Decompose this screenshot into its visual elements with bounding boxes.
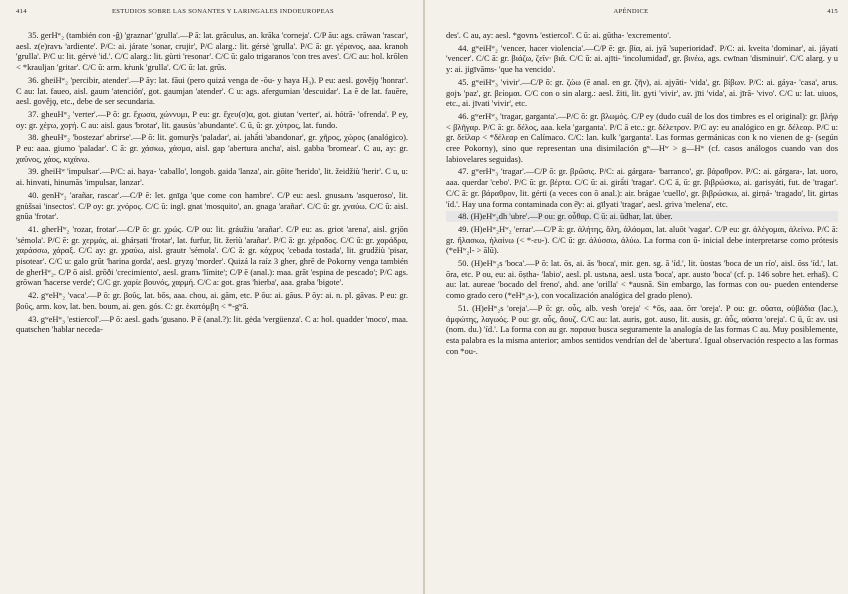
entry-47: 47. gʷerHʷ₃ 'tragar'.—C/P ō: gr. βρῶσις. P/C: ai. gárgara- 'barranco', gr. βάραθρον. P/C: ai. gárgara-, lat. uoro, aaa. querdar 'cebo'. P/C ū: gr. βέρτα. C/C ū: ai. girā́ti 'tragar'. C/C ā, ū: gr. βιβρώσκω, ai. garisyáti, fut. de 'tragar'. C/C ā: gr. βάραθρον, lit. gérti (a veces con ō anal.): air. brágae 'cuello', gr. βιβρώσκω, ai. girṇá- 'tragado', lit. girtas 'íd.'. Hay una forma contaminada con ē̆y: ai. gīlyati 'tragar', aesl. griva 'melena', etc. (446, 166, 838, 209)
entry-51: 51. (H)eHʷ₂s 'oreja'.—P ō: gr. οὖς, alb. vesh 'oreja' < *ōs, aaa. ōrr 'oreja'. P ou: gr. οὔατα, οὐβάδια (lac.), ἀμφώτης, λαγωός. P ou: gr. αὖς, ἄουζ. C/C au: lat. auris, got. auso, lit. ausis, gr. ἀὖς, αὐατα 'oreja'. C ū, ū: av. usi (nom. du.) 'íd.'. La forma con au gr. παραυα busca seguramente la analogía de las formas C au. Muy posiblemente, esta palabra es la misma anterior; ambos sentidos vendrían del de 'abertura'. Igual observación respecto a las formas con *ou-. (446, 302, 838, 356)
entry-37: 37. gheuHʷ₂ 'verter'.—P ō: gr. ἔχωσα, χώννυμι, P eu: gr. ἔχευ(σ)α, got. giutan 'verter', ai. hótrā- 'ofrenda'. P ey, oy: gr. χέϝω, χοϝή. C au: aisl. gaus 'brotar', lit. gausùs 'abundante'. C ū, ū: gr. χύτρος, lat. fundo. (16, 108, 408, 130)
left-page (16, 0, 408, 594)
entry-50: 50. (H)eHʷ₂s 'boca'.—P ō: lat. ōs, ai. ās 'boca', mir. gen. sg. ā 'íd.', lit. ùostas 'boca de un río', aisl. ōss 'íd.', lat. ōra, etc. P ou, eu: ai. ōṣtha- 'labio', aesl. pl. ustьna, aesl. usta 'boca', apr. austo 'boca' (cf. p. 146 sobre het. erhaš). C au: lat. aureae 'bocado del freno', ahd. ane 'orilla' < *ausnā. Sin embargo, las formas con ou- pueden entenderse como grado cero (*eHʷ₂s-), con vocalización analógica del grado pleno). (446, 258, 838, 301)
right-page-number: 415 (827, 8, 838, 15)
entry-38: 38. gheuHʷ₂ 'bostezar' abrirse'.—P ō: lit. gomurỹs 'paladar', ai. jahā́ti 'abandonar', gr. χῆρος, χώρος (analógico). P eu: aaa. giumo 'paladar'. C ā: gr. χάσκω, χάσμα, aisl. gap 'abertura ancha', aisl. gabba 'bromear'. C au, ay: gr. χαῦνος, χάος, κιχάνω. (16, 132, 408, 164)
right-page (446, 0, 838, 594)
entry-44: 44. gʷeiHʷ₂ 'vencer, hacer violencia'.—C/P ē: gr. βία, ai. jyā 'superioridad'. P/C: ai. kveita 'dominar', ai. jáyati 'vencer'. C/C ā: gr. βιάζω, ζεῖν· βιᾶ. C/C ū: ai. ajīti- 'incolumidad', gr. βινέω, ags. cwīnan 'disminuir'. C/C alarg. y u y: ai. jigīvāms- 'que ha vencido'. (446, 42, 838, 75)
entry-42: 42. gʷeHʷ₂ 'vaca'.—P ō: gr. βοῦς, lat. bōs, aaa. chou, ai. gām, etc. P ōu: ai. gāus. P ōy: ai. n. pl. gāvas. P eu: gr. βοῦς, arm. kov, lat. ben. boum, ai. gen. gós. C: gr. ἑκατόμβη < *-gʷā. (16, 290, 408, 311)
book-gutter (423, 0, 425, 594)
entry-46: 46. gʷerHʷ₃ 'tragar, garganta'.—P/C ō: gr. βλωμός. C/P ey (dudo cuál de los dos timbres es el original): gr. βλήφ < βλῆγαρ. P/C ā: gr. δέλος, aaa. kela 'garganta'. P/C ā etc.: gr. δέλετρον. P/C ay: eu analógico en gr. δέλεαρ. P/C u: gr. δείλαρ < *δέλεαρ en Calímaco. C/C: lan. kulk 'garganta'. Las formas germánicas con k no vienen de g- (según cree Pokorny), sino que representan una disimilación gʷ—Hʷ > g—Hʷ (cf. casos análogos cuando van dos labiovelares seguidas). (446, 110, 838, 164)
entry-43: 43. gʷeHʷ₃ 'estiercol'.—P ō: aesl. gadъ 'gusano. P ē (anal.?): lit. gėda 'vergüenza'. C a: hol. quadder 'moco', maa. quatschen 'hablar neceda- (16, 313, 408, 335)
entry-45: 45. gʷeiHʷ₃ 'vivir'.—C/P ō: gr. ζώω (ē anal. en gr. ζῆν), ai. ajyāti- 'vida', gr. βίβωv. P/C: ai. gáya- 'casa', arus. gojъ 'paz', gr. βείομαι. C/C con o sin alarg.: aesl. žiti, lit. gyti 'vivir', av. jīti 'vida', ai. jīrā- 'vivo'. C/C u: lat. uiuos, etc., ai. jīvati 'vivir', etc. (446, 76, 838, 109)
right-running-title: APÉNDICE (613, 8, 649, 15)
entry-43-continued: des'. C au, ay: aesl. *govnъ 'estiercol'. C ū: ai. gūtha- 'excremento'. (446, 30, 671, 40)
entry-40: 40. genHʷ₂ 'arañar, rascar'.—C/P ē: let. gnīga 'que come con hambre'. C/P eu: aesl. gnusьnъ 'asqueroso', lit. gnùšsai 'insectos'. C/P oy: gr. χνόρος. C/C ū: ingl. gnat 'mosquito', an. gnaga 'arañar'. C/C ū: gr. χναύω. C/C ū: aisl. gnūa 'frotar'. (16, 189, 408, 222)
left-page-number: 414 (16, 8, 27, 15)
entry-36: 36. gheiHʷ₂ 'percibir, atender'.—P āy: lat. fāui (pero quizá venga de -ōu- y haya H₃). P eu: aesl. govějǫ 'honrar'. C au: lat. faueo, aisl. gaum 'atención', got. gaumjan 'atender'. C u: ags. afergumian 'descuidar'. La ē de lat. fauēre, aesl. govějǫ, etc., debe de ser secundaria. (16, 74, 408, 107)
entry-35: 35. gerHʷ₂ (también con -ĝ) 'graznar' 'grulla'.—P ā: lat. grăculus, an. krāka 'corneja'. C/P āu: ags. crāwan 'rascar', aesl. z(e)ravъ 'ardiente'. P/C: ai. járate 'sonar, crujir', P/C alarg.: lit. gérsė 'grulla'. P/C ā: gr. γέρανος, aaa. kranoh 'grulla'. P/C u: lit. gérvė 'id.'. C/C alarg.: lit. gùrti 'resonar'. C/C ū: galo trigaranos 'con tres aves'. C/C au: hol. krōlen < *krauljan 'gritar'. C/C ū: arm. kṙunk 'grulla'. C/C ū: lat. grūs. (16, 30, 408, 73)
entry-48: 48. (H)eHʷ₂dh 'ubre'.—P ou: gr. οὖθαρ. C ū: ai. ūdhar, lat. über. (446, 211, 838, 222)
entry-49: 49. (H)eHʷ₂Hʷ₂ 'errar'.—C/P ā: gr. ἀλήτης, ἄλη, ἀλάομαι, lat. aluōt 'vagar'. C/P eu: gr. ἀλέγομαι, ἀλείνω. P/C ā: gr. ἤλασκω, ἠλαίνω (< *-ευ-). C/C ū: gr. ἀλύσσω, ἀλύω. La forma con ū- inicial debe interpretarse como prótesis (*eHʷ₂l- > ālū). (446, 223, 838, 256)
entry-41: 41. gherHʷ₂ 'rozar, frotar'.—C/P ō: gr. χρώς. C/P ou: lit. gráužiu 'arañar'. C/P eu: as. griot 'arena', aisl. grjōn 'sémola'. P/C ē: gr. χερμάς, ai. ghárṣati 'frotar', lat. furfur, lit. žerìù 'arañar'. P/C ā: gr. χέραδος. C/C ū: gr. χαράδρα, χαράσσω, χάραξ. C/C ay: gr. χραύω, aisl. grautr 'sémola'. C/C ā: gr. κάχρυς 'cebada tostada', lit. grudžiù 'pisar, pisotear'. C/C u: galo grūt 'harina gorda', aesl. gryzǫ 'morder'. Quizá la raíz 3 gher, ghrē de Pokorny venga también de gherHʷ₂. C/P ō aisl. grōði 'crecimiento', aesl. granъ 'límite'; C/P ē (anal.): maa. grāt 'espina de pescado'; P/C ags. grōwan 'hacerse verde'; C/C gr. χαρίε βουνός, χαρμή. C/C a: got. gras 'hierba', aaa. graba 'bigote'. (16, 223, 408, 288)
entry-39: 39. gheiHʷ 'impulsar'.—P/C: ai. haya- 'caballo', longob. gaida 'lanza', air. gōite 'herido', lit. žeidžiù 'herir'. C u, u: ai. hinvati, hinumās 'impulsar, lanzar'. (16, 166, 408, 188)
left-running-title: ESTUDIOS SOBRE LAS SONANTES Y LARINGALES INDOEUROPEAS (111, 8, 335, 15)
